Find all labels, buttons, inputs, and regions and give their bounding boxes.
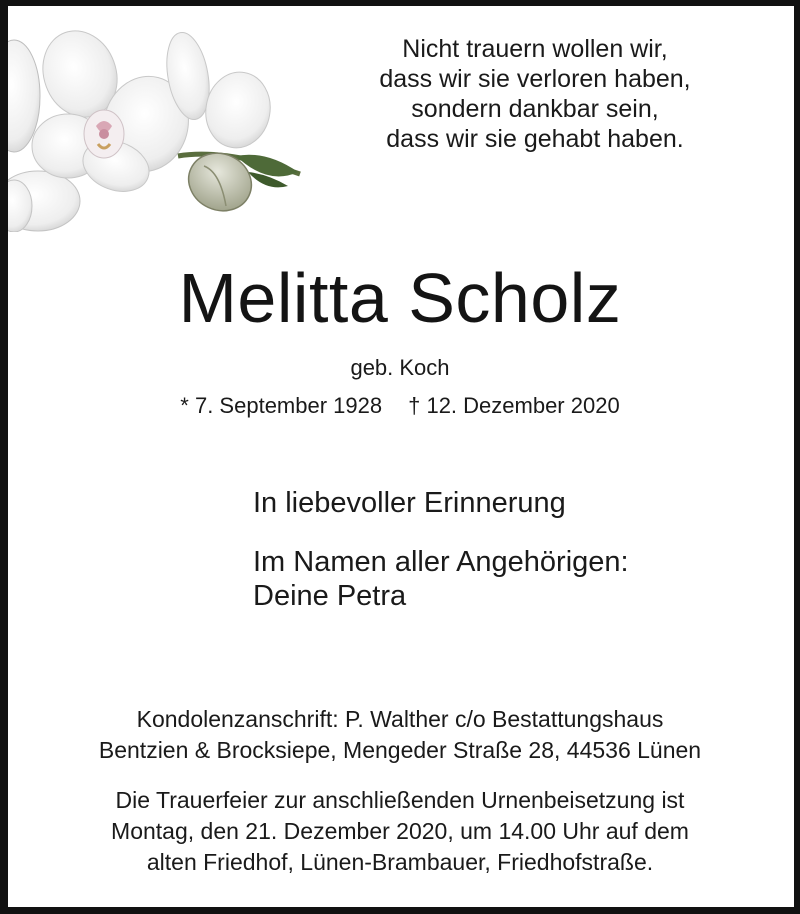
- condolence-line: Kondolenzanschrift: P. Walther c/o Bestattungshaus: [136, 706, 664, 732]
- family-line: Deine Petra: [253, 580, 407, 612]
- poem-line: sondern dankbar sein,: [411, 95, 659, 123]
- condolence-address: [0, 704, 800, 766]
- poem-line: Nicht trauern wollen wir,: [402, 35, 668, 63]
- family-line: Im Namen aller Angehörigen:: [253, 546, 629, 578]
- deceased-name: Melitta Scholz: [178, 259, 622, 337]
- memorial-line: In liebevoller Erinnerung: [253, 487, 566, 519]
- poem-line: dass wir sie gehabt haben.: [386, 125, 684, 153]
- orchid-flower-image: [8, 6, 308, 232]
- maiden-name: geb. Koch: [350, 355, 450, 380]
- life-dates: [0, 392, 800, 420]
- condolence-line: Bentzien & Brocksiepe, Mengeder Straße 28, 44536 Lünen: [98, 737, 702, 763]
- funeral-ceremony-info: [0, 785, 800, 878]
- poem-line: dass wir sie verloren haben,: [379, 65, 691, 93]
- ceremony-line: alten Friedhof, Lünen-Brambauer, Friedhofstraße.: [146, 849, 654, 875]
- ceremony-line: Montag, den 21. Dezember 2020, um 14.00 Uhr auf dem: [111, 818, 689, 844]
- poem-quote: [330, 34, 740, 154]
- family-signature: [253, 545, 629, 613]
- ceremony-line: Die Trauerfeier zur anschließenden Urnenbeisetzung ist: [115, 787, 685, 813]
- birth-date: * 7. September 1928: [180, 393, 383, 418]
- death-date: † 12. Dezember 2020: [408, 393, 620, 418]
